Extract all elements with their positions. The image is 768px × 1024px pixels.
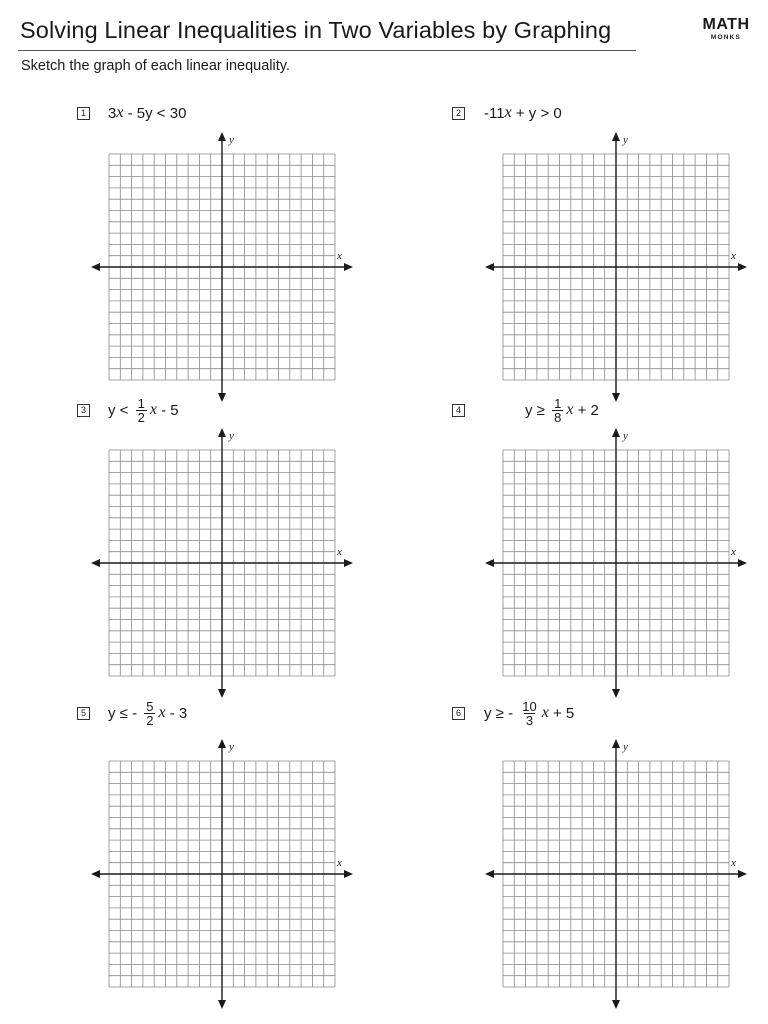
problem-5-suffix: - 3 [165,704,188,722]
problem-number-1: 1 [77,107,90,120]
problem-2-coef: -11 [484,104,505,122]
problem-4-frac-den: 8 [554,409,562,425]
y-axis-label: y [229,430,234,442]
problem-number-5: 5 [77,707,90,720]
problem-6-suffix: + 5 [548,704,575,722]
x-axis-arrow-right [738,870,747,878]
page-title: Solving Linear Inequalities in Two Variables by Graphing [20,17,612,43]
problem-5-frac-num: 5 [146,698,154,714]
x-axis-arrow-left [485,263,494,271]
y-axis-label: y [229,134,234,146]
x-axis-arrow-right [738,559,747,567]
y-axis-arrow-up [218,739,226,748]
x-axis-arrow-left [91,870,100,878]
y-axis-arrow-down [612,1000,620,1009]
graph-2[interactable] [485,132,747,402]
y-axis-label: y [229,741,234,753]
problem-3-suffix: - 5 [156,401,179,419]
problem-1-var: x [116,104,124,121]
instructions: Sketch the graph of each linear inequality. [21,58,290,74]
problem-6-var: x [541,704,549,721]
logo-sub-text: MONKS [710,34,742,41]
x-axis-arrow-right [344,559,353,567]
x-axis-arrow-right [738,263,747,271]
x-axis-label: x [731,857,736,869]
x-axis-label: x [337,546,342,558]
y-axis-arrow-up [612,132,620,141]
y-axis-arrow-up [218,132,226,141]
problem-5-prefix: y ≤ - [108,704,142,722]
x-axis-arrow-left [91,559,100,567]
problem-6-frac-num: 10 [522,698,537,714]
problem-3-frac-den: 2 [137,409,145,425]
problem-number-4: 4 [452,404,465,417]
y-axis-arrow-up [612,428,620,437]
problem-3-prefix: y < [108,401,133,419]
logo-main-text: MATH [702,16,750,33]
y-axis-label: y [623,741,628,753]
problem-5-var: x [158,704,166,721]
graph-6[interactable] [485,739,747,1009]
problem-5-frac-den: 2 [146,712,154,728]
problem-3-frac-num: 1 [137,395,145,411]
problem-2-rest: + y > 0 [511,104,562,122]
problem-1-coef: 3 [108,104,117,122]
y-axis-arrow-up [612,739,620,748]
problem-1-rest: - 5y < 30 [123,104,187,122]
graph-4[interactable] [485,428,747,698]
problem-2-var: x [504,104,512,121]
problem-4-prefix: y ≥ [525,401,550,419]
problem-6-prefix: y ≥ - [484,704,518,722]
y-axis-arrow-down [218,689,226,698]
x-axis-arrow-left [91,263,100,271]
y-axis-label: y [623,134,628,146]
y-axis-arrow-down [612,393,620,402]
y-axis-arrow-down [612,689,620,698]
problem-6-frac-den: 3 [525,712,534,728]
problem-number-3: 3 [77,404,90,417]
y-axis-arrow-down [218,1000,226,1009]
graph-3[interactable] [91,428,353,698]
x-axis-label: x [731,250,736,262]
problem-4-var: x [566,401,574,418]
graph-5[interactable] [91,739,353,1009]
x-axis-arrow-left [485,559,494,567]
x-axis-arrow-right [344,870,353,878]
y-axis-arrow-up [218,428,226,437]
x-axis-label: x [337,857,342,869]
x-axis-arrow-right [344,263,353,271]
problem-number-6: 6 [452,707,465,720]
x-axis-label: x [731,546,736,558]
problem-3-var: x [149,401,157,418]
graph-1[interactable] [91,132,353,402]
x-axis-label: x [337,250,342,262]
x-axis-arrow-left [485,870,494,878]
problem-4-frac-num: 1 [554,395,562,411]
y-axis-label: y [623,430,628,442]
problem-number-2: 2 [452,107,465,120]
y-axis-arrow-down [218,393,226,402]
problem-4-suffix: + 2 [573,401,599,419]
